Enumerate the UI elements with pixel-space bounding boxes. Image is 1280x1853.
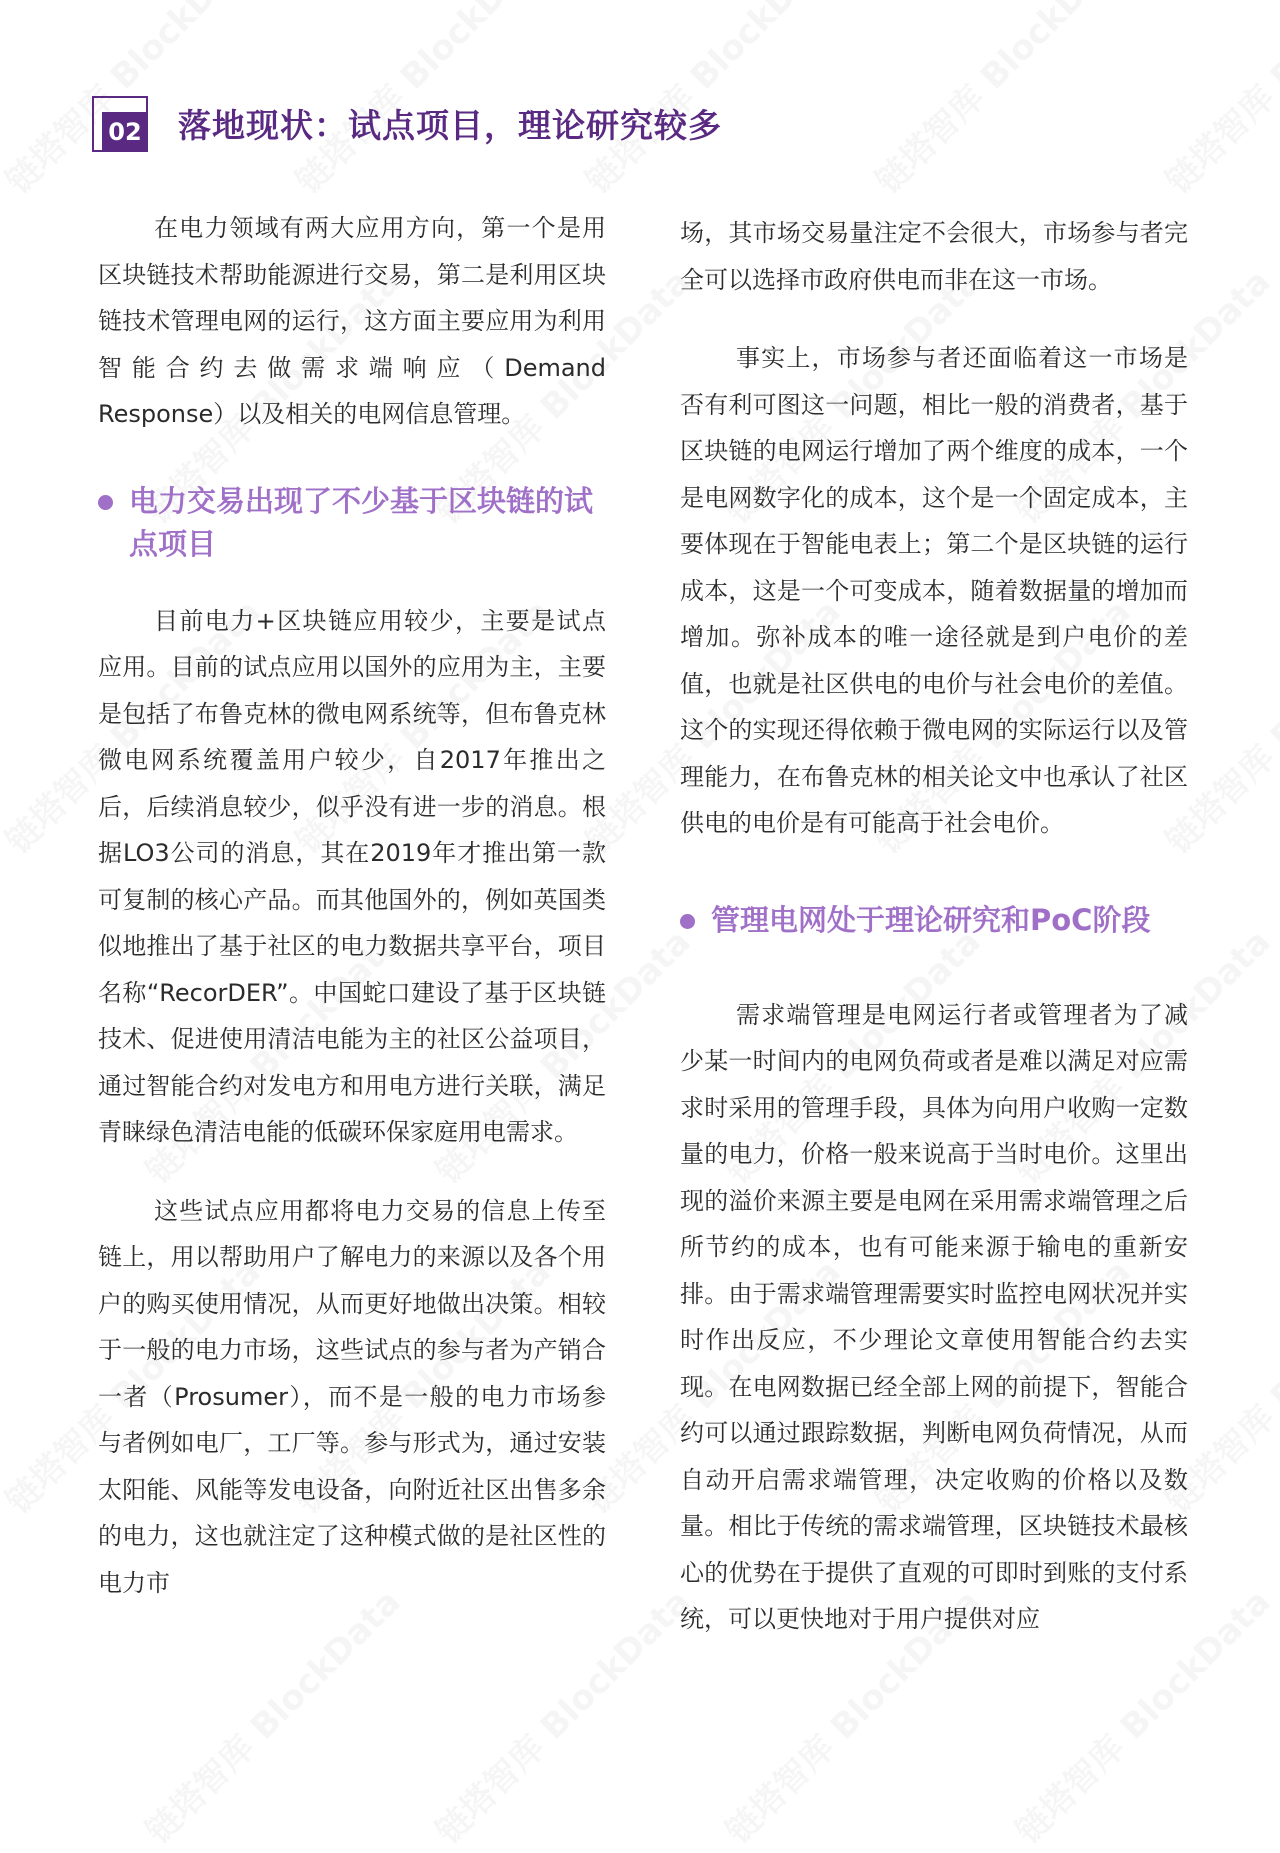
pilot-info-paragraph: 这些试点应用都将电力交易的信息上传至链上，用以帮助用户了解电力的来源以及各个用户的购买使用情况，从而更好地做出决策。相较于一般的电力市场，这些试点的参与者为产销合一者（Prosumer），而不是一般的电力市场参与者例如电厂，工厂等。参与形式为，通过安装太阳能、风能等发电设备，向附近社区出售多余的电力，这也就注定了这种模式做的是社区性的电力市 xyxy=(98,1196,606,1597)
intro-paragraph: 在电力领域有两大应用方向，第一个是用区块链技术帮助能源进行交易，第二是利用区块链技术管理电网的运行，这方面主要应用为利用智能合约去做需求端响应（Demand Response）以及相关的电网信息管理。 xyxy=(98,214,606,428)
section-heading-text: 电力交易出现了不少基于区块链的试点项目 xyxy=(129,483,594,561)
section-heading-grid-management xyxy=(680,899,1188,942)
watermark-text xyxy=(133,1576,409,1852)
cost-analysis-paragraph: 事实上，市场参与者还面临着这一市场是否有利可图这一问题，相比一般的消费者，基于区块链的电网运行增加了两个维度的成本，一个是电网数字化的成本，这个是一个固定成本，主要体现在于智能电表上；第二个是区块链的运行成本，这是一个可变成本，随着数据量的增加而增加。弥补成本的唯一途径就是到户电价的差值，也就是社区供电的电价与社会电价的差值。这个的实现还得依赖于微电网的实际运行以及管理能力，在布鲁克林的相关论文中也承认了社区供电的电价是有可能高于社会电价。 xyxy=(680,344,1188,837)
demand-management-paragraph: 需求端管理是电网运行者或管理者为了减少某一时间内的电网负荷或者是难以满足对应需求时采用的管理手段，具体为向用户收购一定数量的电力，价格一般来说高于当时电价。这里出现的溢价来源主要是电网在采用需求端管理之后所节约的成本，也有可能来源于输电的重新安排。由于需求端管理需要实时监控电网状况并实时作出反应，不少理论文章使用智能合约去实现。在电网数据已经全部上网的前提下，智能合约可以通过跟踪数据，判断电网负荷情况，从而自动开启需求端管理，决定收购的价格以及数量。相比于传统的需求端管理，区块链技术最核心的优势在于提供了直观的可即时到账的支付系统，可以更快地对于用户提供对应 xyxy=(680,1000,1188,1633)
pilot-projects-paragraph: 目前电力+区块链应用较少，主要是试点应用。目前的试点应用以国外的应用为主，主要是包括了布鲁克林的微电网系统等，但布鲁克林微电网系统覆盖用户较少，自2017年推出之后，后续消息较少，似乎没有进一步的消息。根据LO3公司的消息，其在2019年才推出第一款可复制的核心产品。而其他国外的，例如英国类似地推出了基于社区的电力数据共享平台，项目名称“RecorDER”。中国蛇口建设了基于区块链技术、促进使用清洁电能为主的社区公益项目，通过智能合约对发电方和用电方进行关联，满足青睐绿色清洁电能的低碳环保家庭用电需求。 xyxy=(98,606,606,1146)
watermark-text xyxy=(423,1576,699,1852)
section-header xyxy=(92,96,1192,156)
bullet-dot-icon xyxy=(98,495,113,510)
bullet-dot-icon xyxy=(680,914,695,929)
continued-paragraph: 场，其市场交易量注定不会很大，市场参与者完全可以选择市政府供电而非在这一市场。 xyxy=(680,219,1188,294)
section-number: 02 xyxy=(102,112,148,152)
left-column xyxy=(98,205,606,1606)
page-title: 落地现状：试点项目，理论研究较多 xyxy=(178,106,722,145)
section-heading-power-trading xyxy=(98,480,606,566)
section-heading-text: 管理电网处于理论研究和PoC阶段 xyxy=(711,902,1151,937)
right-column xyxy=(680,210,1188,1643)
